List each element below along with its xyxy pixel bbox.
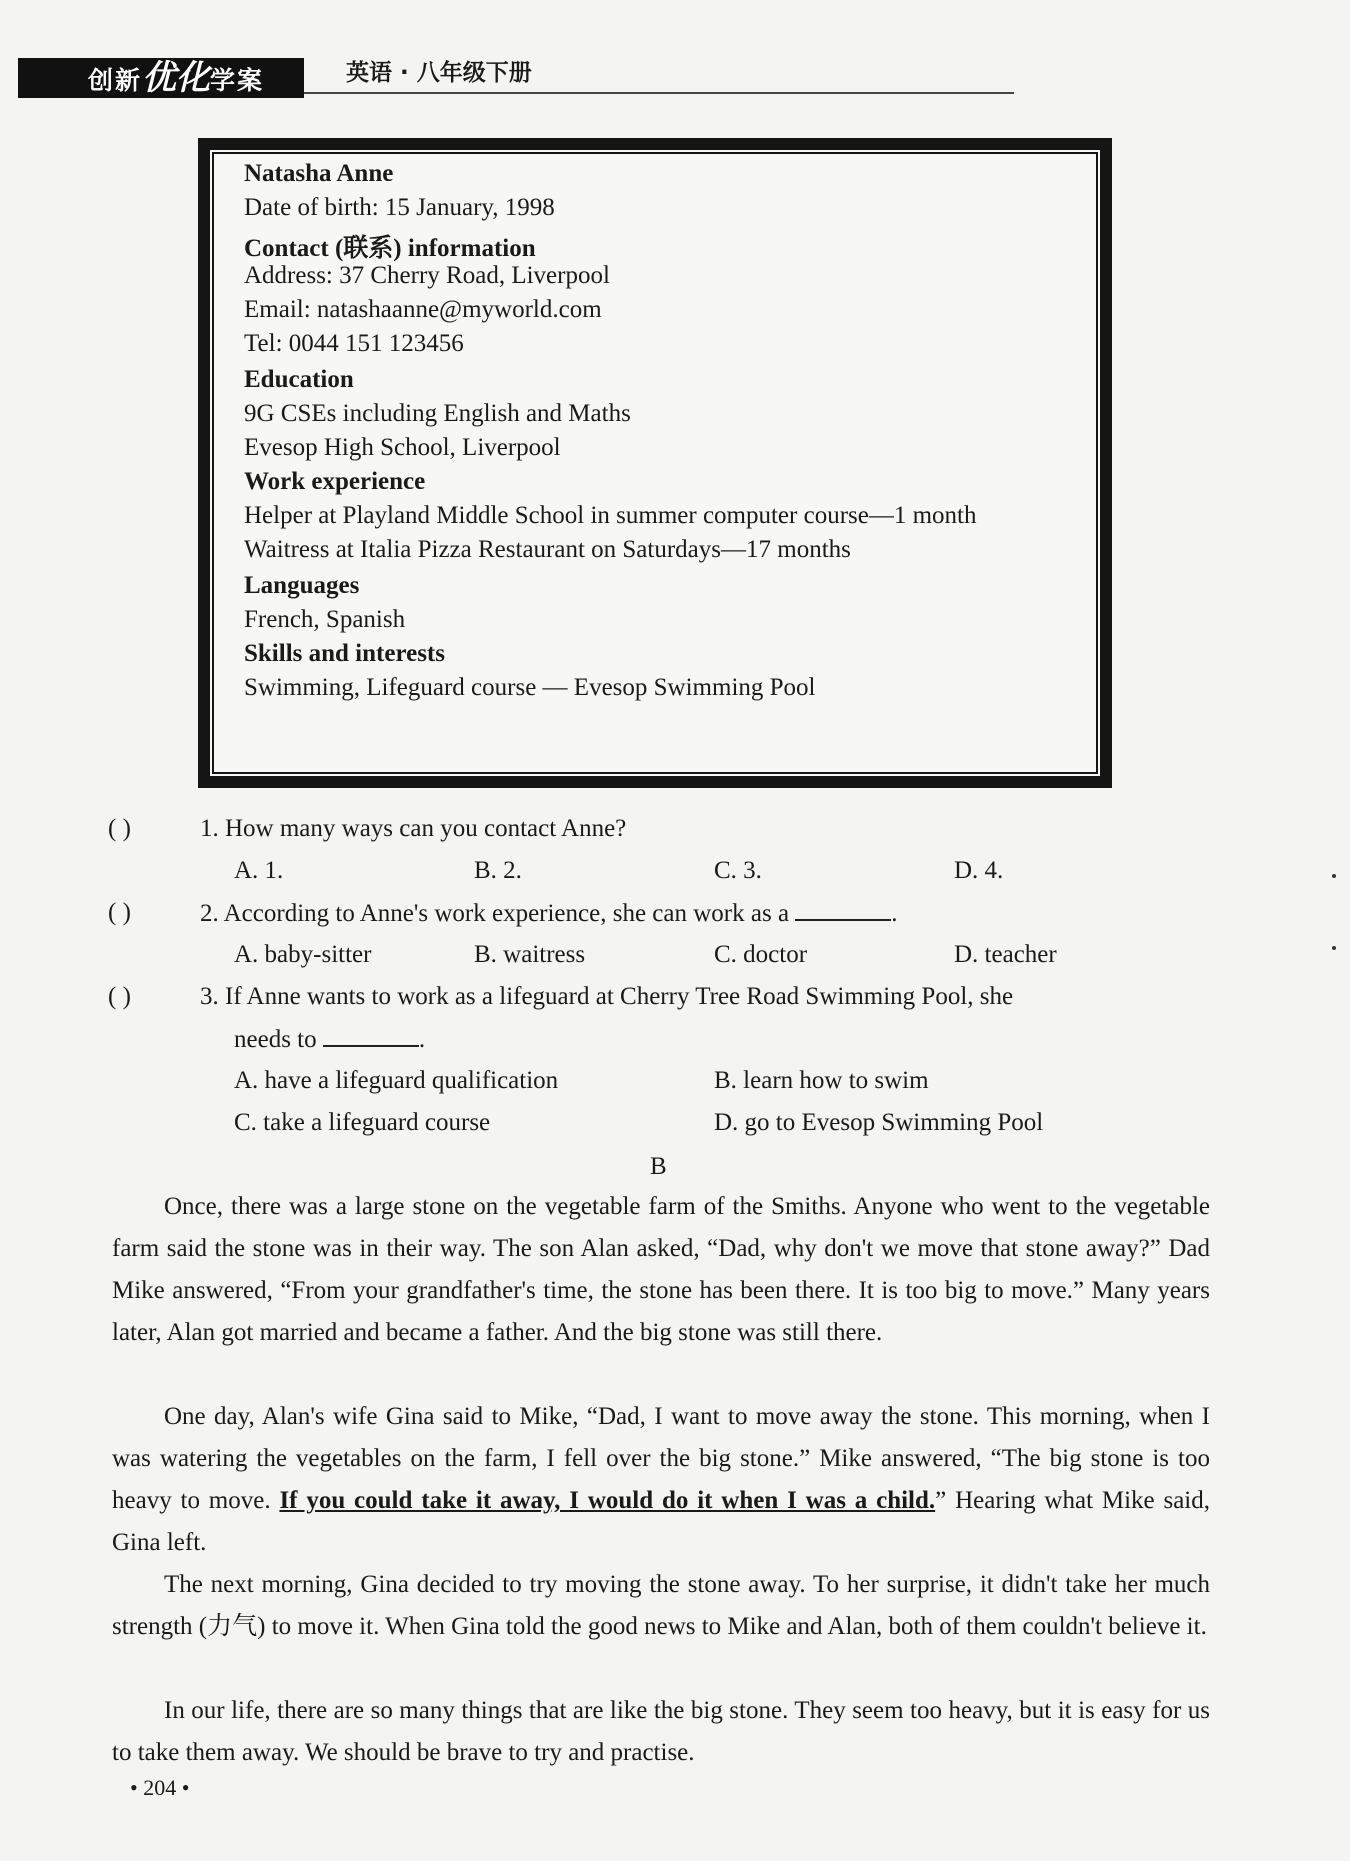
resume-box (198, 138, 1112, 788)
resume-dob: Date of birth: 15 January, 1998 (244, 194, 555, 221)
question-3-stem: 3. If Anne wants to work as a lifeguard at Cherry Tree Road Swimming Pool, she (200, 983, 1014, 1010)
education-line-1: 9G CSEs including English and Maths (244, 400, 631, 427)
brand-suffix: 学案 (210, 66, 265, 95)
q1-option-b: B. 2. (474, 857, 522, 884)
brand-prefix: 创新 (88, 66, 143, 95)
question-2-end: . (891, 900, 898, 927)
q2-option-c: C. doctor (714, 941, 808, 968)
question-3-end: . (418, 1026, 426, 1053)
question-2-stem (200, 899, 898, 928)
question-3-stem-cont (234, 1025, 425, 1054)
q3-option-c: C. take a lifeguard course (234, 1109, 491, 1136)
skills-heading: Skills and interests (244, 640, 445, 667)
question-3-text-2: needs to (234, 1026, 317, 1053)
passage-paragraph-1 (112, 1186, 1210, 1354)
q2-option-d: D. teacher (954, 941, 1057, 968)
q1-option-a: A. 1. (234, 857, 284, 884)
languages-line: French, Spanish (244, 606, 406, 633)
languages-heading: Languages (244, 572, 360, 599)
margin-dot (1332, 946, 1336, 950)
question-1-stem: 1. How many ways can you contact Anne? (200, 815, 627, 842)
work-heading: Work experience (244, 468, 426, 495)
contact-heading: Contact (联系) information (244, 235, 536, 262)
passage-paragraph-3 (112, 1564, 1210, 1648)
q2-option-b: B. waitress (474, 941, 586, 968)
resume-address: Address: 37 Cherry Road, Liverpool (244, 262, 610, 289)
work-line-2: Waitress at Italia Pizza Restaurant on Saturdays—17 months (244, 536, 851, 563)
answer-bracket-3[interactable]: ( ) (108, 983, 131, 1010)
q3-option-d: D. go to Evesop Swimming Pool (714, 1109, 1044, 1136)
work-line-1: Helper at Playland Middle School in summer computer course—1 month (244, 502, 977, 529)
resume-email: Email: natashaanne@myworld.com (244, 296, 602, 323)
passage-paragraph-4 (112, 1690, 1210, 1774)
education-heading: Education (244, 366, 354, 393)
paragraph-1-text: Once, there was a large stone on the vegetable farm of the Smiths. Anyone who went to the vegetable farm said the stone was in their way. The son Alan asked, “Dad, why don't we move that stone away?” Dad Mike answered, “From your grandfather's time, the stone has been there. It is too big to move.” Many years later, Alan got married and became a father. And the big stone was still there. (112, 1193, 1210, 1346)
answer-blank-2[interactable] (795, 899, 891, 921)
q1-option-d: D. 4. (954, 857, 1004, 884)
brand-logo (18, 58, 304, 98)
paragraph-3-text: The next morning, Gina decided to try moving the stone away. To her surprise, it didn't take her much strength (力气) to move it. When Gina told the good news to Mike and Alan, both of them couldn't believe it. (112, 1571, 1210, 1640)
q1-option-c: C. 3. (714, 857, 762, 884)
answer-blank-3[interactable] (323, 1025, 419, 1047)
underlined-sentence: If you could take it away, I would do it when I was a child. (279, 1487, 936, 1514)
margin-dot (1332, 874, 1336, 878)
page-number: • 204 • (130, 1775, 190, 1800)
resume-tel: Tel: 0044 151 123456 (244, 330, 464, 357)
header-rule (304, 92, 1014, 94)
education-line-2: Evesop High School, Liverpool (244, 434, 561, 461)
answer-bracket-2[interactable]: ( ) (108, 899, 131, 926)
skills-line: Swimming, Lifeguard course — Evesop Swimming Pool (244, 674, 816, 701)
section-b-label: B (650, 1153, 667, 1180)
paragraph-2-text-a: One day, Alan's wife Gina said to Mike, “Dad, I want to move away the stone. This morning, when I was watering the vegetables on the farm, I fell over the big stone.” Mike answered, “The big stone is too heavy to move. (112, 1403, 1210, 1514)
resume-inner-border (212, 152, 1098, 774)
q3-option-a: A. have a lifeguard qualification (234, 1067, 559, 1094)
question-2-text: 2. According to Anne's work experience, she can work as a (200, 900, 790, 927)
passage-paragraph-2 (112, 1396, 1210, 1564)
resume-name: Natasha Anne (244, 160, 394, 187)
q3-option-b: B. learn how to swim (714, 1067, 929, 1094)
page-header (0, 0, 1350, 110)
brand-big: 优化 (142, 58, 211, 98)
paragraph-2-text-b: ” Hearing what Mike said, Gina left. (112, 1487, 1210, 1556)
q2-option-a: A. baby-sitter (234, 941, 372, 968)
paragraph-4-text: In our life, there are so many things that are like the big stone. They seem too heavy, but it is easy for us to take them away. We should be brave to try and practise. (112, 1697, 1210, 1766)
subject-title: 英语 · 八年级下册 (346, 60, 532, 86)
answer-bracket-1[interactable]: ( ) (108, 815, 131, 842)
